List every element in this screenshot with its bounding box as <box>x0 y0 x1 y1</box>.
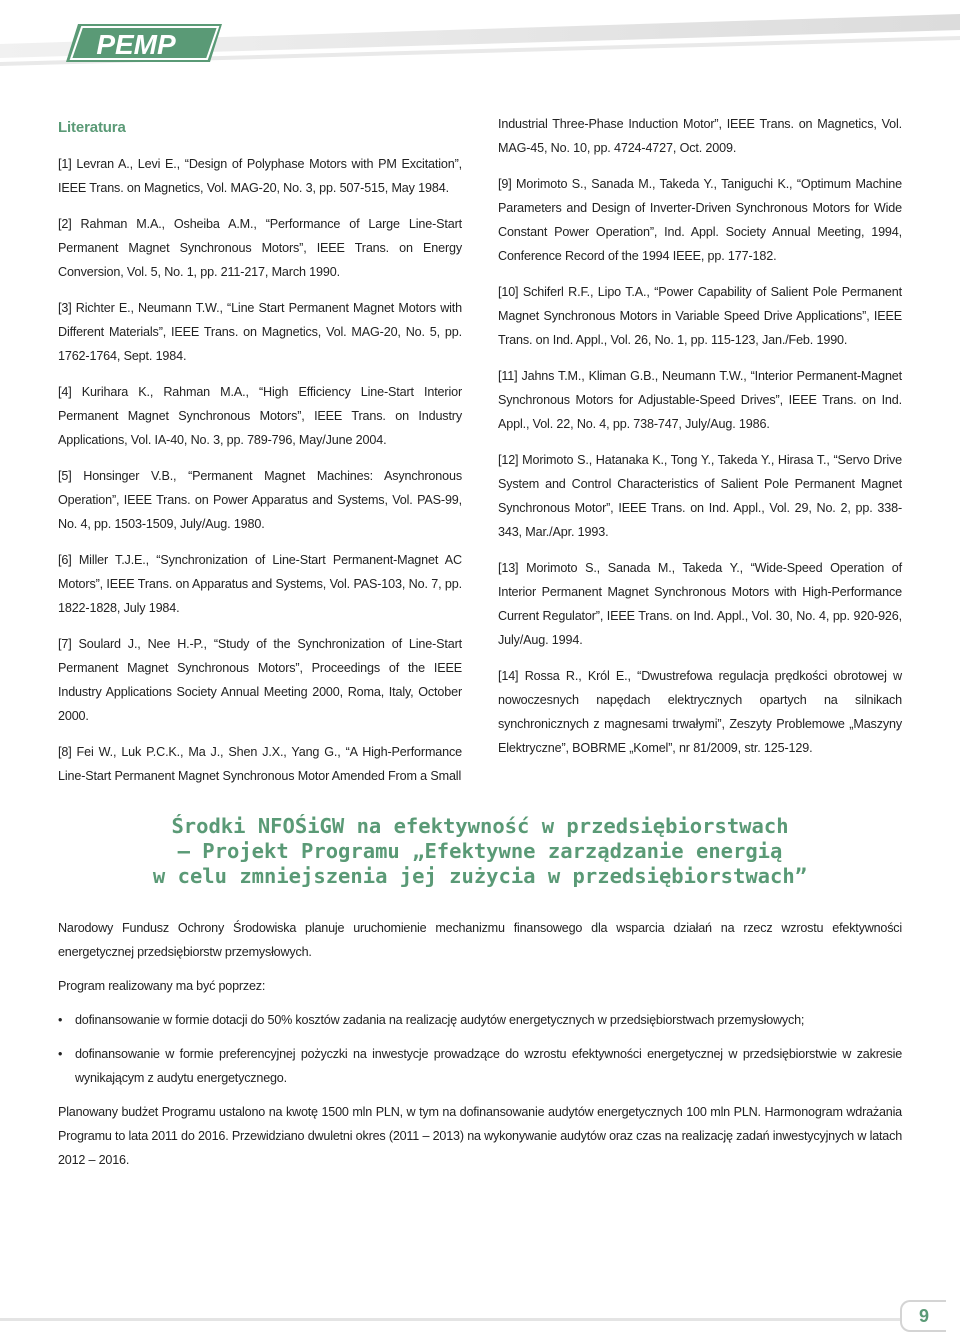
reference-text: [6] Miller T.J.E., “Synchronization of Line-Start Permanent-Magnet AC Motors”, IEEE Trans. on Apparatus and Systems, Vol. PAS-103, No. 7, pp. 1822-1828, July 1984. <box>58 553 462 615</box>
reference-text: [10] Schiferl R.F., Lipo T.A., “Power Capability of Salient Pole Permanent Magnet Synchronous Motors in Variable Speed Drive Applications”, IEEE Trans. on Ind. Appl., Vol. 26, No. 1, pp. 115-123, Jan./Feb. 1990. <box>498 285 902 347</box>
reference-text: [7] Soulard J., Nee H.-P., “Study of the Synchronization of Line-Start Permanent Magnet Synchronous Motors”, Proceedings of the IEEE Industry Applications Society Annual Meeting 2000, Roma, Italy, October 2000. <box>58 637 462 723</box>
reference-item <box>498 664 902 760</box>
announcement-body <box>58 916 902 1182</box>
heading-line: Środki NFOŚiGW na efektywność w przedsiębiorstwach <box>171 814 789 838</box>
heading-line: w celu zmniejszenia jej zużycia w przedsiębiorstwach” <box>152 864 808 888</box>
reference-item <box>498 112 902 160</box>
page-number: 9 <box>900 1300 946 1332</box>
reference-text: [1] Levran A., Levi E., “Design of Polyphase Motors with PM Excitation”, IEEE Trans. on Magnetics, Vol. MAG-20, No. 3, pp. 507-515, May 1984. <box>58 157 462 195</box>
reference-item <box>58 548 462 620</box>
reference-text: [13] Morimoto S., Sanada M., Takeda Y., “Wide-Speed Operation of Interior Permanent Magnet Synchronous Motors with High-Performance Current Regulator”, IEEE Trans. on Ind. Appl., Vol. 30, No. 4, pp. 920-926, July/Aug. 1994. <box>498 561 902 647</box>
paragraph: Program realizowany ma być poprzez: <box>58 979 266 993</box>
heading-line: – Projekt Programu „Efektywne zarządzanie energią <box>177 839 783 863</box>
reference-item <box>498 556 902 652</box>
reference-item <box>498 448 902 544</box>
right-column <box>498 112 902 772</box>
reference-text: [12] Morimoto S., Hatanaka K., Tong Y., Takeda Y., Hirasa T., “Servo Drive System and Control Characteristics of Salient Pole Permanent Magnet Synchronous Motor”, IEEE Trans. on Ind. Appl., Vol. 29, No. 2, pp. 338-343, Mar./Apr. 1993. <box>498 453 902 539</box>
reference-item <box>498 280 902 352</box>
reference-text: [5] Honsinger V.B., “Permanent Magnet Machines: Asynchronous Operation”, IEEE Trans. on Power Apparatus and Systems, Vol. PAS-99, No. 4, pp. 1503-1509, July/Aug. 1980. <box>58 469 462 531</box>
reference-item <box>58 632 462 728</box>
reference-item <box>58 380 462 452</box>
reference-item <box>58 740 462 788</box>
paragraph: Planowany budżet Programu ustalono na kwotę 1500 mln PLN, w tym na dofinansowanie audytów energetycznych 100 mln PLN. Harmonogram wdrażania Programu to lata 2011 do 2016. Przewidziano dwuletni okres (2011 – 2013) na wykonywanie audytów oraz czas na realizację zadań inwestycyjnych w latach 2012 – 2016. <box>58 1105 902 1167</box>
reference-text: [3] Richter E., Neumann T.W., “Line Start Permanent Magnet Motors with Different Materials”, IEEE Trans. on Magnetics, Vol. MAG-20, No. 5, pp. 1762-1764, Sept. 1984. <box>58 301 462 363</box>
bullet-item: • dofinansowanie w formie dotacji do 50% kosztów zadania na realizację audytów energetycznych w przedsiębiorstwach przemysłowych; <box>58 1008 902 1032</box>
reference-item <box>58 296 462 368</box>
reference-item <box>58 212 462 284</box>
svg-text:PEMP: PEMP <box>96 29 176 60</box>
reference-text: [2] Rahman M.A., Osheiba A.M., “Performance of Large Line-Start Permanent Magnet Synchronous Motors”, IEEE Trans. on Energy Conversion, Vol. 5, No. 1, pp. 211-217, March 1990. <box>58 217 462 279</box>
reference-text: [8] Fei W., Luk P.C.K., Ma J., Shen J.X., Yang G., “A High-Performance Line-Start Permanent Magnet Synchronous Motor Amended From a Small <box>58 745 462 783</box>
bullet-list <box>58 1008 902 1090</box>
reference-item <box>58 152 462 200</box>
footer-decoration <box>0 1310 960 1332</box>
pemp-logo <box>64 18 226 68</box>
section-title: Literatura <box>58 119 126 136</box>
paragraph: Narodowy Fundusz Ochrony Środowiska planuje uruchomienie mechanizmu finansowego dla wsparcia działań na rzecz wzrostu efektywności energetycznej przedsiębiorstw przemysłowych. <box>58 921 902 959</box>
reference-text: [9] Morimoto S., Sanada M., Takeda Y., Taniguchi K., “Optimum Machine Parameters and Design of Inverter-Driven Synchronous Motors for Wide Constant Power Operation”, Ind. Appl. Society Annual Meeting, 1994, Conference Record of the 1994 IEEE, pp. 177-182. <box>498 177 902 263</box>
reference-text: [4] Kurihara K., Rahman M.A., “High Efficiency Line-Start Interior Permanent Magnet Synchronous Motors”, IEEE Trans. on Industry Applications, Vol. IA-40, No. 3, pp. 789-796, May/June 2004. <box>58 385 462 447</box>
reference-item <box>498 172 902 268</box>
announcement-heading <box>58 814 902 889</box>
reference-item <box>58 464 462 536</box>
reference-item <box>498 364 902 436</box>
bullet-item: • dofinansowanie w formie preferencyjnej pożyczki na inwestycje prowadzące do wzrostu efektywności energetycznej w przedsiębiorstwie w zakresie wynikającym z audytu energetycznego. <box>58 1042 902 1090</box>
reference-text: [14] Rossa R., Król E., “Dwustrefowa regulacja prędkości obrotowej w nowoczesnych napędach elektrycznych opartych na silnikach synchronicznych z magnesami trwałymi”, Zeszyty Problemowe „Maszyny Elektryczne”, BOBRME „Komel”, nr 81/2009, str. 125-129. <box>498 669 902 755</box>
reference-text: Industrial Three-Phase Induction Motor”, IEEE Trans. on Magnetics, Vol. MAG-45, No. 10, pp. 4724-4727, Oct. 2009. <box>498 117 902 155</box>
left-column <box>58 110 462 800</box>
reference-text: [11] Jahns T.M., Kliman G.B., Neumann T.W., “Interior Permanent-Magnet Synchronous Motors for Adjustable-Speed Drives”, IEEE Trans. on Ind. Appl., Vol. 22, No. 4, pp. 738-747, July/Aug. 1986. <box>498 369 902 431</box>
